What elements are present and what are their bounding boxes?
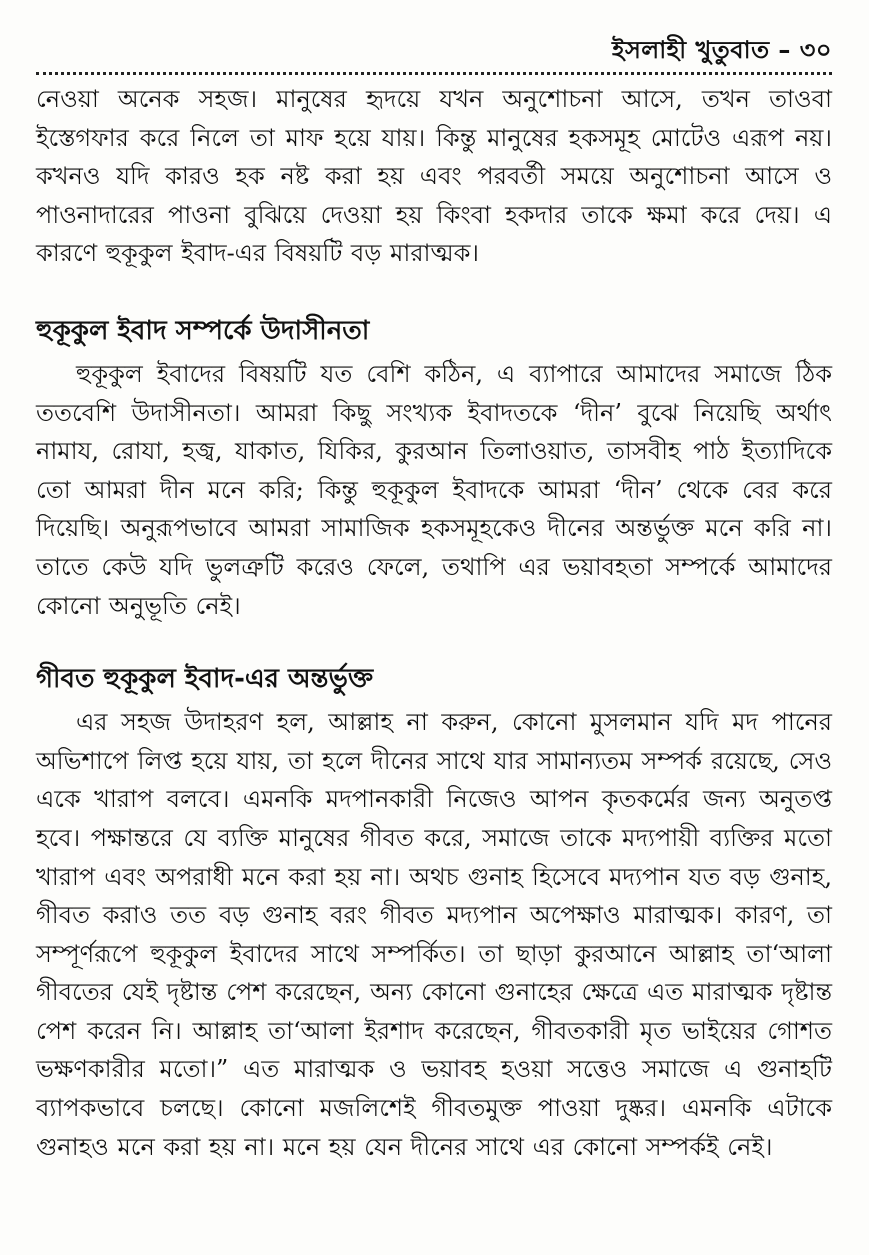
paragraph-indifference: হুকূকুল ইবাদের বিষয়টি যত বেশি কঠিন, এ ব্যাপারে আমাদের সমাজে ঠিক ততবেশি উদাসীনতা। আমরা কিছু সংখ্যক ইবাদতকে ‘দীন’ বুঝে নিয়েছি অর্থাৎ নামায, রোযা, হজ্ব, যাকাত, যিকির, কুরআন তিলাওয়াত, তাসবীহ পাঠ ইত্যাদিকে তো আমরা দীন মনে করি; কিন্তু হুকূকুল ইবাদকে আমরা ‘দীন’ থেকে বের করে দিয়েছি। অনুরূপভাবে আমরা সামাজিক হকসমূহকেও দীনের অন্তর্ভুক্ত মনে করি না। তাতে কেউ যদি ভুলত্রুটি করেও ফেলে, তথাপি এর ভয়াবহতা সম্পর্কে আমাদের কোনো অনুভূতি নেই। <box>36 359 832 620</box>
section-heading-gibat: গীবত হুকূকুল ইবাদ-এর অন্তর্ভুক্ত <box>36 664 374 695</box>
paragraph-gibat: এর সহজ উদাহরণ হল, আল্লাহ না করুন, কোনো মুসলমান যদি মদ পানের অভিশাপে লিপ্ত হয়ে যায়, তা হলে দীনের সাথে যার সামান্যতম সম্পর্ক রয়েছে, সেও একে খারাপ বলবে। এমনকি মদপানকারী নিজেও আপন কৃতকর্মের জন্য অনুতপ্ত হবে। পক্ষান্তরে যে ব্যক্তি মানুষের গীবত করে, সমাজে তাকে মদ্যপায়ী ব্যক্তির মতো খারাপ এবং অপরাধী মনে করা হয় না। অথচ গুনাহ হিসেবে মদ্যপান যত বড় গুনাহ, গীবত করাও তত বড় গুনাহ বরং গীবত মদ্যপান অপেক্ষাও মারাত্মক। কারণ, তা সম্পূর্ণরূপে হুকূকুল ইবাদের সাথে সম্পর্কিত। তা ছাড়া কুরআনে আল্লাহ তা‘আলা গীবতের যেই দৃষ্টান্ত পেশ করেছেন, অন্য কোনো গুনাহের ক্ষেত্রে এত মারাত্মক দৃষ্টান্ত পেশ করেন নি। আল্লাহ তা‘আলা ইরশাদ করেছেন, গীবতকারী মৃত ভাইয়ের গোশত ভক্ষণকারীর মতো।” এত মারাত্মক ও ভয়াবহ হওয়া সত্তেও সমাজে এ গুনাহটি ব্যাপকভাবে চলছে। কোনো মজলিশেই গীবতমুক্ত পাওয়া দুষ্কর। এমনকি এটাকে গুনাহও মনে করা হয় না। মনে হয় যেন দীনের সাথে এর কোনো সম্পর্কই নেই। <box>36 708 832 1161</box>
header-dotted-rule <box>36 72 832 75</box>
paragraph-continuation: নেওয়া অনেক সহজ। মানুষের হৃদয়ে যখন অনুশোচনা আসে, তখন তাওবা ইস্তেগফার করে নিলে তা মাফ হয়ে যায়। কিন্তু মানুষের হকসমূহ মোটেও এরূপ নয়। কখনও যদি কারও হক নষ্ট করা হয় এবং পরবর্তী সময়ে অনুশোচনা আসে ও পাওনাদারের পাওনা বুঝিয়ে দেওয়া হয় কিংবা হকদার তাকে ক্ষমা করে দেয়। এ কারণে হুকূকুল ইবাদ-এর বিষয়টি বড় মারাত্মক। <box>36 85 832 268</box>
section-spacer <box>36 273 832 311</box>
section-heading-indifference: হুকূকুল ইবাদ সম্পর্কে উদাসীনতা <box>36 315 370 346</box>
running-head: ইসলাহী খুতুবাত – ৩০ <box>611 36 832 64</box>
page-body <box>36 80 832 1166</box>
section-spacer <box>36 625 832 659</box>
